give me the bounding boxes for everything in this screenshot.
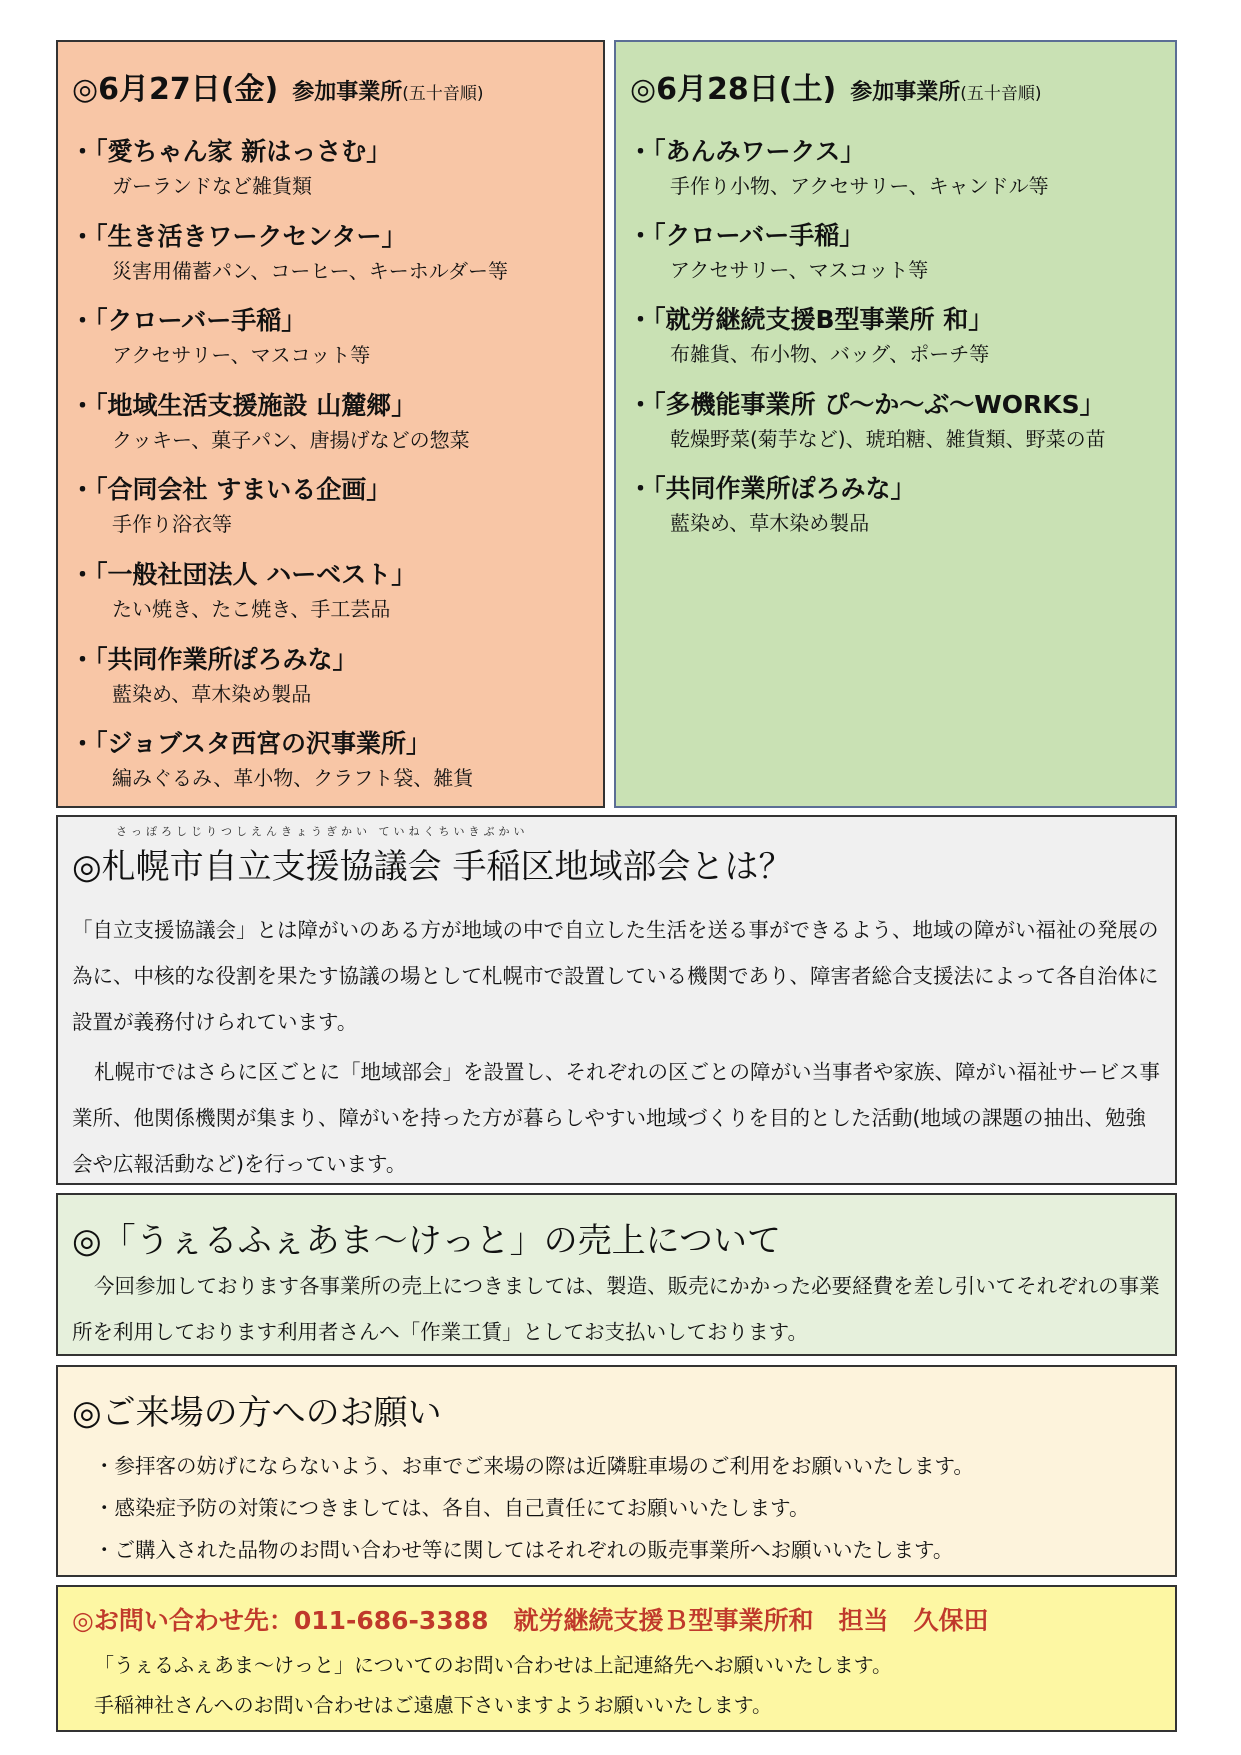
shop-item	[628, 120, 1167, 204]
shop-item	[628, 373, 1167, 457]
shop-item	[70, 543, 595, 628]
shop-name: ・「クローバー手稲」	[628, 221, 865, 251]
about-title: ◎札幌市自立支援協議会 手稲区地域部会とは？	[72, 847, 793, 887]
shop-description: 乾燥野菜(菊芋など)、琥珀糖、雑貨類、野菜の苗	[670, 426, 1106, 451]
shop-description: ガーランドなど雑貨類	[112, 174, 312, 198]
day2-header	[630, 64, 1042, 108]
shop-item	[70, 374, 595, 459]
about-title-ruby: さっぽろしじりつしえんきょうぎかい ていねくちいきぶかい	[116, 825, 529, 838]
shop-name: ・「共同作業所ぽろみな」	[70, 644, 358, 674]
shop-description: 藍染め、草木染め製品	[112, 681, 312, 706]
contact-line: ◎お問い合わせ先：011-686-3388 就労継続支援Ｂ型事業所和 担当 久保田	[72, 1606, 989, 1635]
request-item: ・ご購入された品物のお問い合わせ等に関してはそれぞれの販売事業所へお願いいたします。	[94, 1538, 954, 1562]
shop-name: ・「クローバー手稲」	[70, 306, 307, 336]
shop-name: ・「多機能事業所 ぴ〜か〜ぶ〜WORKS」	[628, 389, 1105, 419]
shop-description: アクセサリー、マスコット等	[112, 343, 371, 368]
shop-description: 布雑貨、布小物、バッグ、ポーチ等	[670, 342, 990, 367]
day2-shop-list	[628, 120, 1167, 541]
shop-description: クッキー、菓子パン、唐揚げなどの惣菜	[112, 427, 470, 452]
shop-description: 手作り浴衣等	[112, 512, 232, 537]
shop-name: ・「愛ちゃん家 新はっさむ」	[70, 137, 392, 166]
shop-name: ・「合同会社 すまいる企画」	[70, 475, 392, 505]
about-paragraph-1: 「自立支援協議会」とは障がいのある方が地域の中で自立した生活を送る事ができるよう、地域の障がい福祉の発展の為に、中核的な役割を果たす協議の場として札幌市で設置している機関であり、障害者総合支援法によって各自治体に設置が義務付けられています。	[72, 918, 1159, 1034]
shop-item	[70, 712, 595, 797]
day1-header	[72, 64, 484, 108]
shop-name: ・「就労継続支援B型事業所 和」	[628, 305, 994, 335]
shop-item	[628, 288, 1167, 372]
request-item: ・感染症予防の対策につきましては、各自、自己責任にてお願いいたします。	[94, 1496, 810, 1520]
shop-item	[70, 628, 595, 713]
day1-date: ◎6月27日(金)	[72, 72, 279, 107]
shop-description: 編みぐるみ、革小物、クラフト袋、雑貨	[112, 766, 474, 791]
day2-panel	[614, 40, 1177, 808]
shop-description: アクセサリー、マスコット等	[670, 258, 929, 283]
shop-item	[70, 120, 595, 205]
day1-order: (五十音順)	[402, 84, 484, 104]
shop-name: ・「一般社団法人 ハーベスト」	[70, 559, 417, 589]
day1-panel	[56, 40, 605, 808]
day1-participants: 参加事業所	[292, 80, 403, 105]
shop-description: たい焼き、たこ焼き、手工芸品	[112, 596, 391, 621]
shop-name: ・「生き活きワークセンター」	[70, 221, 407, 251]
sales-paragraph: 今回参加しております各事業所の売上につきましては、製造、販売にかかった必要経費を差し引いてそれぞれの事業所を利用しております利用者さんへ「作業工賃」としてお支払いしております。	[72, 1274, 1160, 1344]
shop-description: 災害用備蓄パン、コーヒー、キーホルダー等	[112, 258, 508, 283]
contact-note-1: 「うぇるふぇあま〜けっと」についてのお問い合わせは上記連絡先へお願いいたします。	[94, 1653, 892, 1677]
request-item: ・参拝客の妨げにならないよう、お車でご来場の際は近隣駐車場のご利用をお願いいたします。	[94, 1454, 974, 1478]
shop-description: 手作り小物、アクセサリー、キャンドル等	[670, 174, 1049, 198]
shop-item	[628, 204, 1167, 288]
shop-item	[70, 458, 595, 543]
requests-title: ◎ご来場の方へのお願い	[72, 1393, 442, 1433]
day1-shop-list	[70, 120, 595, 797]
shop-name: ・「あんみワークス」	[628, 137, 866, 166]
sales-title: ◎「うぇるふぇあま〜けっと」の売上について	[72, 1221, 781, 1261]
shop-item	[70, 205, 595, 290]
contact-section	[56, 1585, 1177, 1732]
shop-name: ・「共同作業所ぽろみな」	[628, 473, 916, 503]
shop-description: 藍染め、草木染め製品	[670, 510, 870, 535]
contact-note-2: 手稲神社さんへのお問い合わせはご遠慮下さいますようお願いいたします。	[94, 1693, 772, 1717]
requests-section	[56, 1365, 1177, 1577]
sales-section	[56, 1193, 1177, 1356]
shop-item	[70, 289, 595, 374]
day2-order: (五十音順)	[960, 84, 1042, 104]
shop-name: ・「ジョブスタ西宮の沢事業所」	[70, 729, 432, 759]
day2-date: ◎6月28日(土)	[630, 72, 837, 107]
shop-item	[628, 457, 1167, 541]
shop-name: ・「地域生活支援施設 山麓郷」	[70, 390, 417, 420]
day2-participants: 参加事業所	[850, 80, 961, 105]
about-section	[56, 815, 1177, 1185]
about-paragraph-2: 札幌市ではさらに区ごとに「地域部会」を設置し、それぞれの区ごとの障がい当事者や家族、障がい福祉サービス事業所、他関係機関が集まり、障がいを持った方が暮らしやすい地域づくりを目的とした活動(地域の課題の抽出、勉強会や広報活動など)を行っています。	[72, 1060, 1160, 1176]
